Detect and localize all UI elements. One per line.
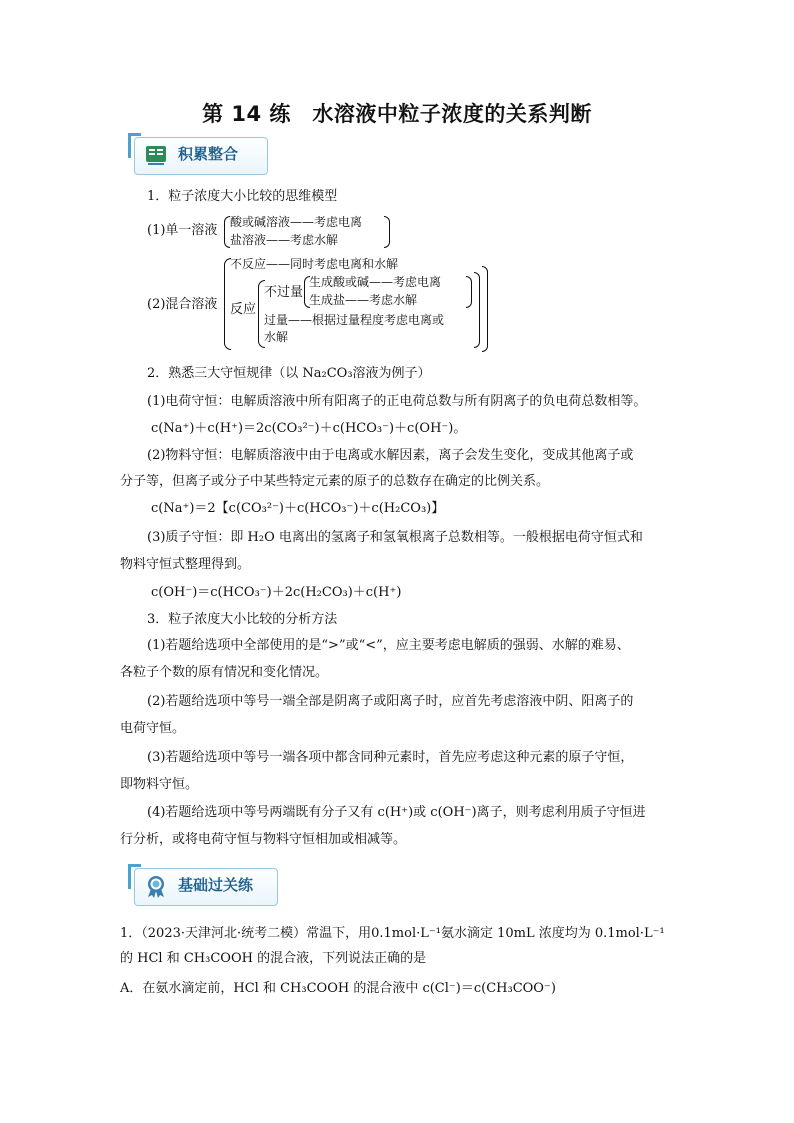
excess-line2: 水解 [264,330,289,344]
s3-p1-a: (1)若题给选项中全部使用的是“>”或“<”，应主要考虑电解质的强弱、水解的难易、 [147,638,630,653]
material-conservation-1: (2)物料守恒：电解质溶液中由于电离或水解因素，离子会发生变化，变成其他离子或 [147,448,634,463]
section-banner-basic-practice [128,864,278,906]
s3-p3-a: (3)若题给选项中等号一端各项中都含同种元素时，首先应考虑这种元素的原子守恒， [147,750,634,765]
book-icon [144,143,168,167]
material-equation: c(Na⁺)＝2【c(CO₃²⁻)＋c(HCO₃⁻)＋c(H₂CO₃)】 [151,501,445,516]
s3-heading: 3．粒子浓度大小比较的分析方法 [147,612,338,627]
banner-label: 基础过关练 [178,876,254,894]
mixed-solution-label: (2)混合溶液 [147,297,218,312]
brace [474,272,480,348]
s3-p2-b: 电荷守恒。 [120,721,186,736]
excess-line1: 过量——根据过量程度考虑电离或 [264,313,445,327]
s1-heading: 1．粒子浓度大小比较的思维模型 [147,189,338,204]
s3-p1-b: 各粒子个数的原有情况和变化情况。 [120,665,329,680]
s3-p2-a: (2)若题给选项中等号一端全部是阴离子或阳离子时，应首先考虑溶液中阴、阳离子的 [147,694,634,709]
s3-p4-a: (4)若题给选项中等号两端既有分子又有 c(H⁺)或 c(OH⁻)离子，则考虑利用质子守恒进 [147,805,646,820]
no-reaction: 不反应——同时考虑电离和水解 [230,257,399,271]
charge-conservation: (1)电荷守恒：电解质溶液中所有阳离子的正电荷总数与所有阴离子的负电荷总数相等。 [147,394,647,409]
s3-p3-b: 即物料守恒。 [120,777,199,792]
medal-icon [144,874,168,898]
single-acid-base: 酸或碱溶液——考虑电离 [230,215,363,229]
s3-p4-b: 行分析，或将电荷守恒与物料守恒相加或相减等。 [120,832,407,847]
page-title: 第 14 练 水溶液中粒子浓度的关系判断 [202,102,592,126]
material-conservation-2: 分子等，但离子或分子中某些特定元素的原子的总数存在确定的比例关系。 [120,474,550,489]
banner-label: 积累整合 [178,145,239,163]
generate-acid-base: 生成酸或碱——考虑电离 [309,275,442,289]
charge-equation: c(Na⁺)＋c(H⁺)＝2c(CO₃²⁻)＋c(HCO₃⁻)＋c(OH⁻)。 [151,421,467,436]
generate-salt: 生成盐——考虑水解 [309,293,418,307]
proton-equation: c(OH⁻)＝c(HCO₃⁻)＋2c(H₂CO₃)＋c(H⁺) [151,585,402,600]
reaction-label: 反应 [230,302,257,317]
brace [384,216,390,248]
proton-conservation-1: (3)质子守恒：即 H₂O 电离出的氢离子和氢氧根离子总数相等。一般根据电荷守恒式和 [147,530,643,545]
question-1-line2: 的 HCl 和 CH₃COOH 的混合液，下列说法正确的是 [120,951,427,966]
question-1-line1: 1．（2023·天津河北·统考二模）常温下，用0.1mol·L⁻¹氨水滴定 10mL 浓度均为 0.1mol·L⁻¹ [120,926,665,941]
s2-heading: 2．熟悉三大守恒规律（以 Na₂CO₃溶液为例子） [147,366,431,381]
not-excess: 不过量 [264,285,304,300]
question-1-option-a: A．在氨水滴定前，HCl 和 CH₃COOH 的混合液中 c(Cl⁻)＝c(CH₃COO⁻) [120,981,556,996]
single-solution-label: (1)单一溶液 [147,223,218,238]
brace [466,276,472,308]
brace [482,266,488,352]
section-banner-accumulate [128,133,268,175]
single-salt: 盐溶液——考虑水解 [230,233,339,247]
proton-conservation-2: 物料守恒式整理得到。 [120,557,251,572]
